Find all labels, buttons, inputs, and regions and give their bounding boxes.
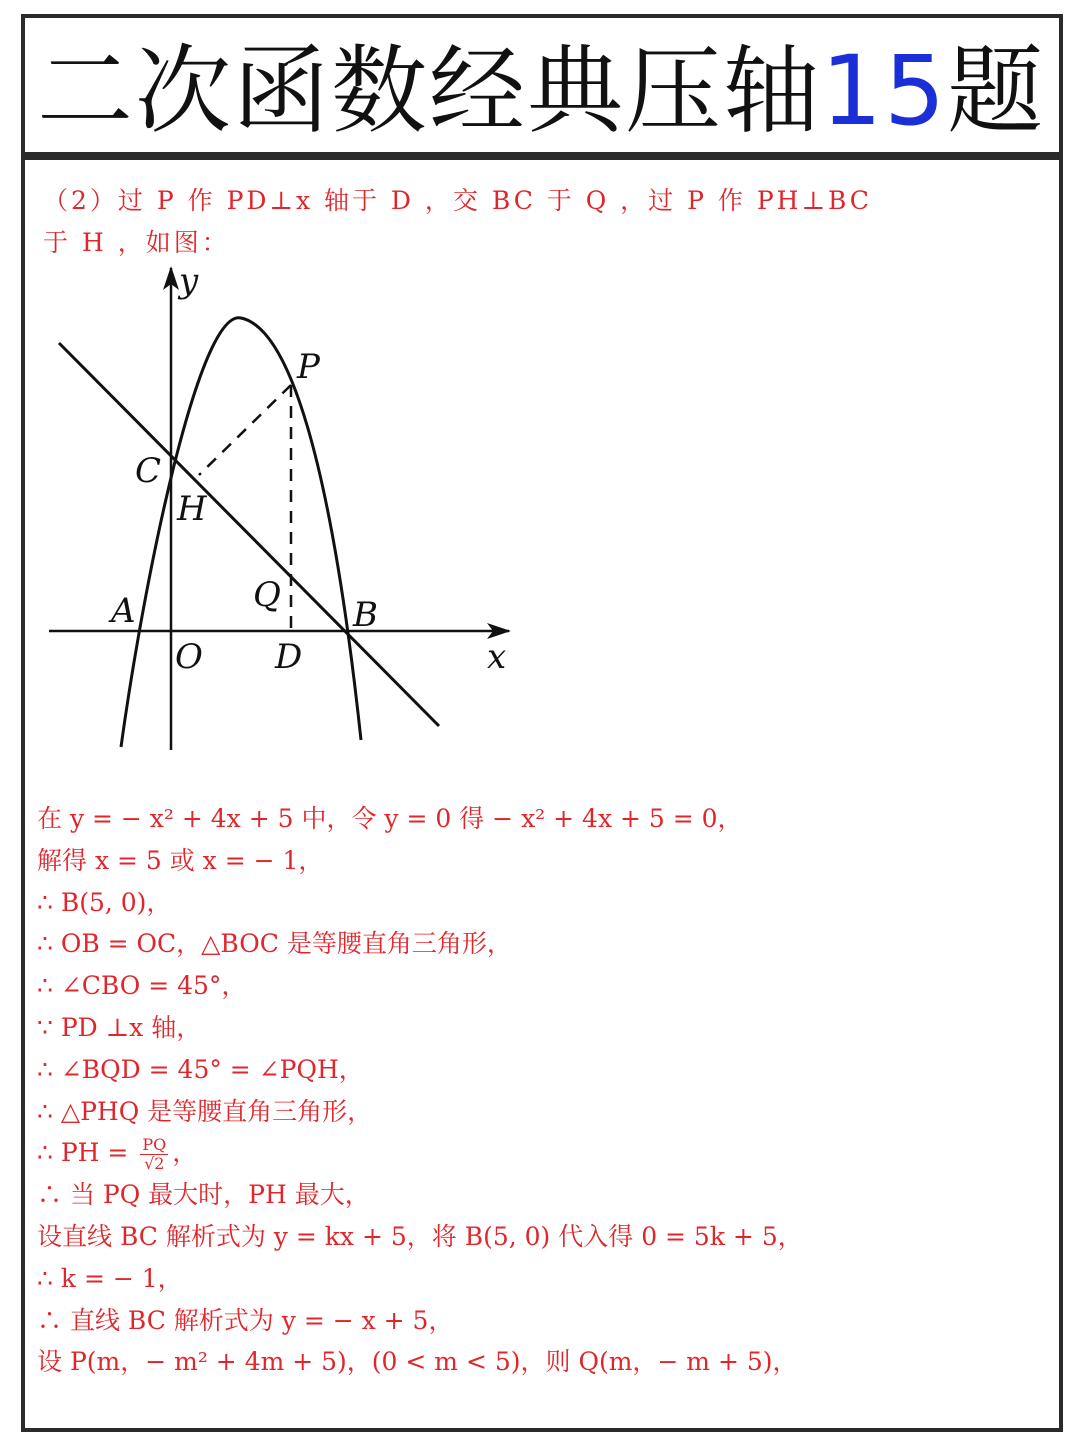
solution-line-2: 解得 x = 5 或 x = − 1， xyxy=(37,845,324,875)
label-d: D xyxy=(275,637,303,677)
fraction-denominator: √2 xyxy=(144,1154,165,1174)
label-o: O xyxy=(175,637,203,677)
geometry-figure xyxy=(49,260,529,760)
fraction xyxy=(140,1136,168,1173)
intro-line-2: 于 H ，如图： xyxy=(43,228,230,257)
solution-line-6: ∵ PD ⊥x 轴， xyxy=(37,1012,202,1042)
solution-text xyxy=(37,798,1037,1383)
parabola-curve xyxy=(121,318,361,747)
line-bc xyxy=(59,343,439,726)
label-q: Q xyxy=(253,575,281,615)
title-bar xyxy=(25,18,1059,158)
solution-line-10: ∴ 当 PQ 最大时，PH 最大， xyxy=(37,1180,370,1210)
solution-line-5: ∴ ∠CBO = 45°， xyxy=(37,971,247,1001)
content-panel xyxy=(25,158,1059,1428)
solution-line-7: ∴ ∠BQD = 45° = ∠PQH， xyxy=(37,1054,364,1084)
ph-suffix: ， xyxy=(172,1138,198,1168)
label-b: B xyxy=(353,595,378,635)
solution-line-1: 在 y = − x² + 4x + 5 中，令 y = 0 得 − x² + 4x + 5 = 0， xyxy=(37,804,743,833)
label-a: A xyxy=(111,591,136,631)
solution-line-13: ∴ 直线 BC 解析式为 y = − x + 5， xyxy=(37,1305,454,1335)
ph-prefix: ∴ PH = xyxy=(37,1138,137,1168)
label-h: H xyxy=(177,489,207,529)
dashed-ph xyxy=(199,385,291,475)
label-p: P xyxy=(297,347,320,387)
solution-line-4: ∴ OB = OC，△BOC 是等腰直角三角形， xyxy=(37,929,512,959)
label-c: C xyxy=(135,451,162,491)
solution-line-14: 设 P(m，− m² + 4m + 5)，(0 < m < 5)，则 Q(m，− m + 5)， xyxy=(37,1347,798,1377)
solution-line-3: ∴ B(5, 0)， xyxy=(37,887,172,917)
solution-line-9 xyxy=(37,1132,1037,1174)
title-suffix: 题 xyxy=(947,35,1046,147)
label-x: x xyxy=(487,637,507,677)
problem-intro xyxy=(43,180,872,264)
page-title xyxy=(37,36,1045,146)
title-main: 二次函数经典压轴 xyxy=(37,35,821,147)
solution-line-12: ∴ k = − 1， xyxy=(37,1263,183,1293)
fraction-numerator: PQ xyxy=(142,1135,167,1155)
solution-line-8: ∴ △PHQ 是等腰直角三角形， xyxy=(37,1096,373,1126)
solution-line-11: 设直线 BC 解析式为 y = kx + 5，将 B(5, 0) 代入得 0 = 5k + 5， xyxy=(37,1221,803,1251)
title-number: 15 xyxy=(821,35,948,147)
page-frame xyxy=(21,14,1063,1432)
intro-line-1: （2）过 P 作 PD⊥x 轴于 D ，交 BC 于 Q ，过 P 作 PH⊥BC xyxy=(43,186,872,215)
label-y: y xyxy=(179,261,199,301)
